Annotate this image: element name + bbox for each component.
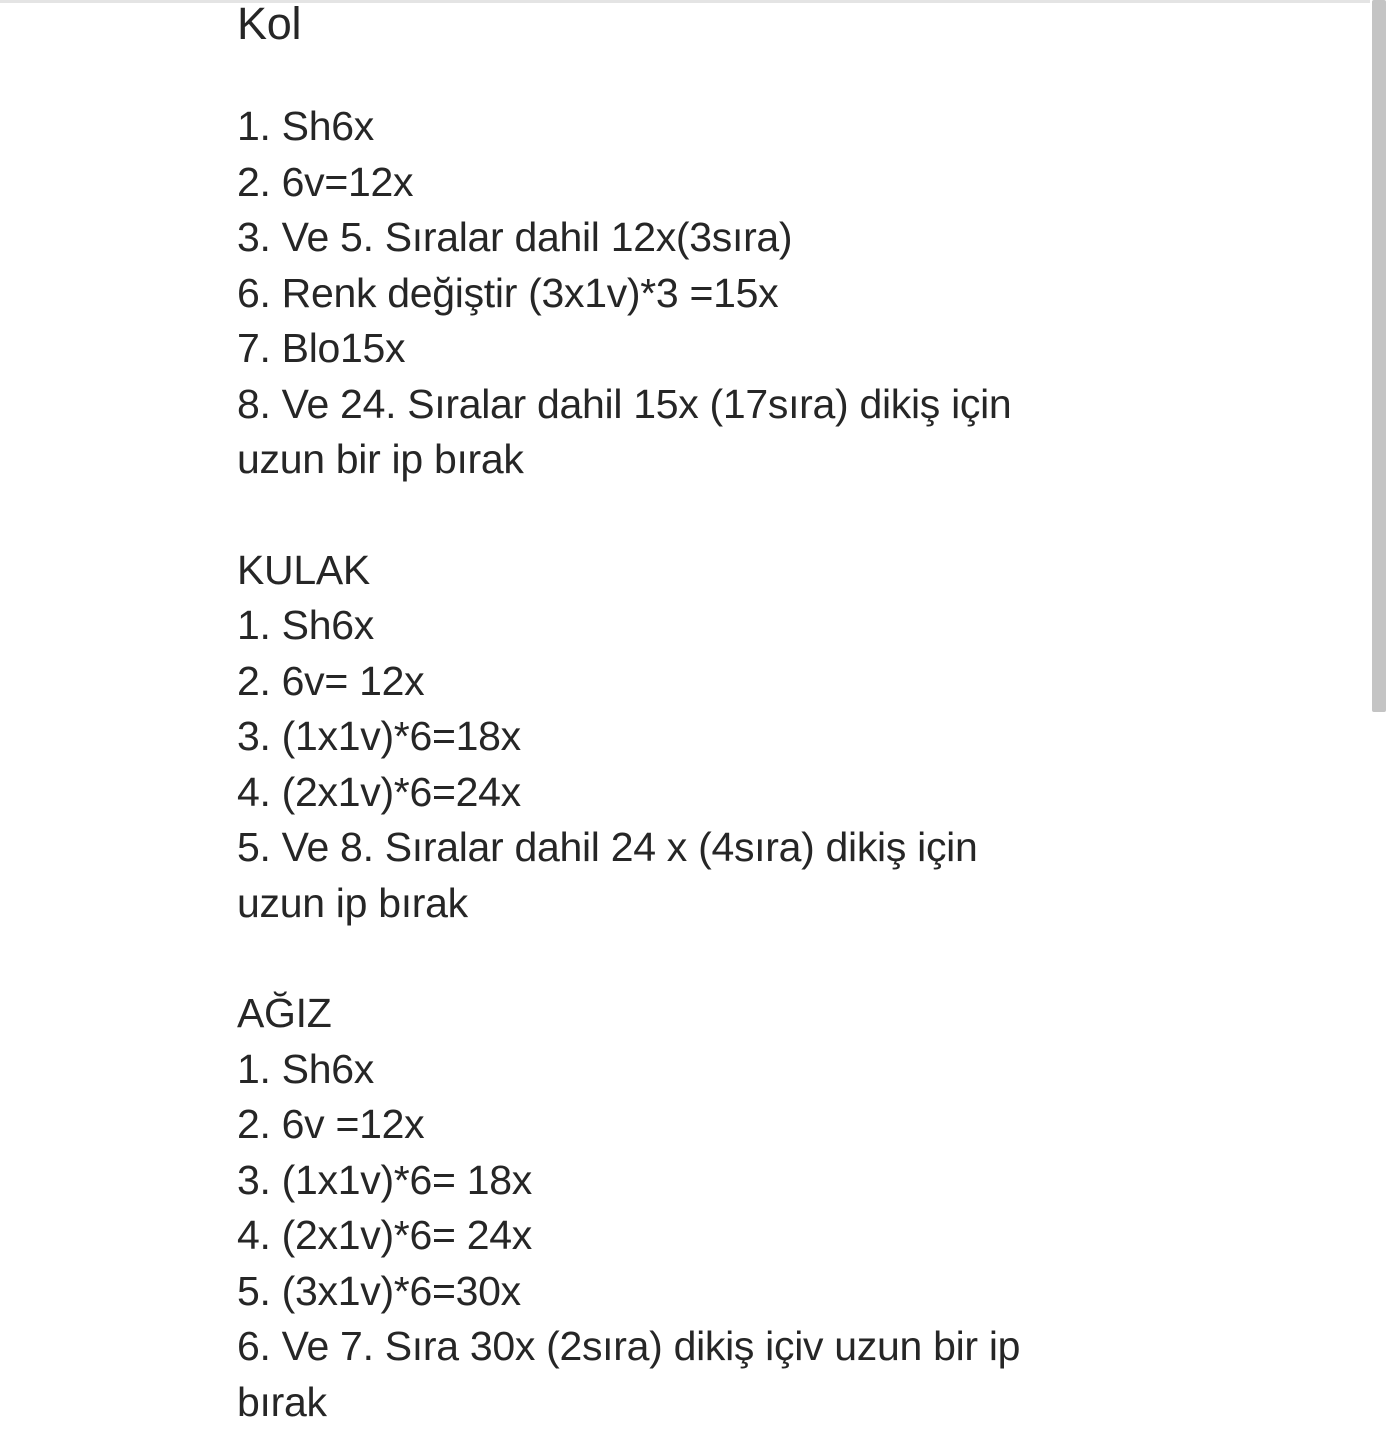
instruction-line: 2. 6v =12x bbox=[237, 1101, 425, 1147]
instruction-line: 4. (2x1v)*6=24x bbox=[237, 768, 521, 815]
instruction-line: 2. 6v= 12x bbox=[237, 657, 425, 704]
instruction-line: 6. Ve 7. Sıra 30x (2sıra) dikiş içiv uzun bir ip bbox=[237, 1323, 1021, 1369]
instruction-line: uzun ip bırak bbox=[237, 879, 468, 926]
instruction-line: 1. Sh6x bbox=[237, 103, 374, 149]
instruction-line: 4. (2x1v)*6= 24x bbox=[237, 1212, 532, 1258]
instruction-line: 3. (1x1v)*6=18x bbox=[237, 713, 521, 759]
scrollbar-thumb[interactable] bbox=[1372, 0, 1386, 712]
section-heading: KULAK bbox=[237, 546, 370, 593]
section-heading: AĞIZ bbox=[237, 990, 332, 1036]
document-title: Kol bbox=[237, 0, 302, 49]
section-kulak bbox=[237, 543, 1137, 932]
instruction-line: 5. Ve 8. Sıralar dahil 24 x (4sıra) dikiş için bbox=[237, 824, 978, 870]
instruction-line: 1. Sh6x bbox=[237, 1045, 374, 1092]
instruction-line: 3. (1x1v)*6= 18x bbox=[237, 1156, 532, 1203]
instruction-line: 5. (3x1v)*6=30x bbox=[237, 1267, 521, 1314]
section-agiz bbox=[237, 986, 1137, 1430]
instruction-line: 3. Ve 5. Sıralar dahil 12x(3sıra) bbox=[237, 214, 793, 260]
spacer bbox=[237, 931, 1137, 986]
instruction-line: bırak bbox=[237, 1378, 327, 1425]
instruction-line: uzun bir ip bırak bbox=[237, 436, 524, 482]
section-kol bbox=[237, 99, 1137, 488]
instruction-line: 2. 6v=12x bbox=[237, 158, 414, 205]
vertical-scrollbar[interactable] bbox=[1370, 0, 1388, 1444]
instruction-line: 7. Blo15x bbox=[237, 325, 406, 371]
spacer bbox=[237, 59, 1137, 99]
spacer bbox=[237, 488, 1137, 543]
instruction-line: 6. Renk değiştir (3x1v)*3 =15x bbox=[237, 269, 779, 316]
document-body bbox=[237, 0, 1137, 1430]
instruction-line: 1. Sh6x bbox=[237, 602, 374, 648]
instruction-line: 8. Ve 24. Sıralar dahil 15x (17sıra) dikiş için bbox=[237, 380, 1012, 427]
